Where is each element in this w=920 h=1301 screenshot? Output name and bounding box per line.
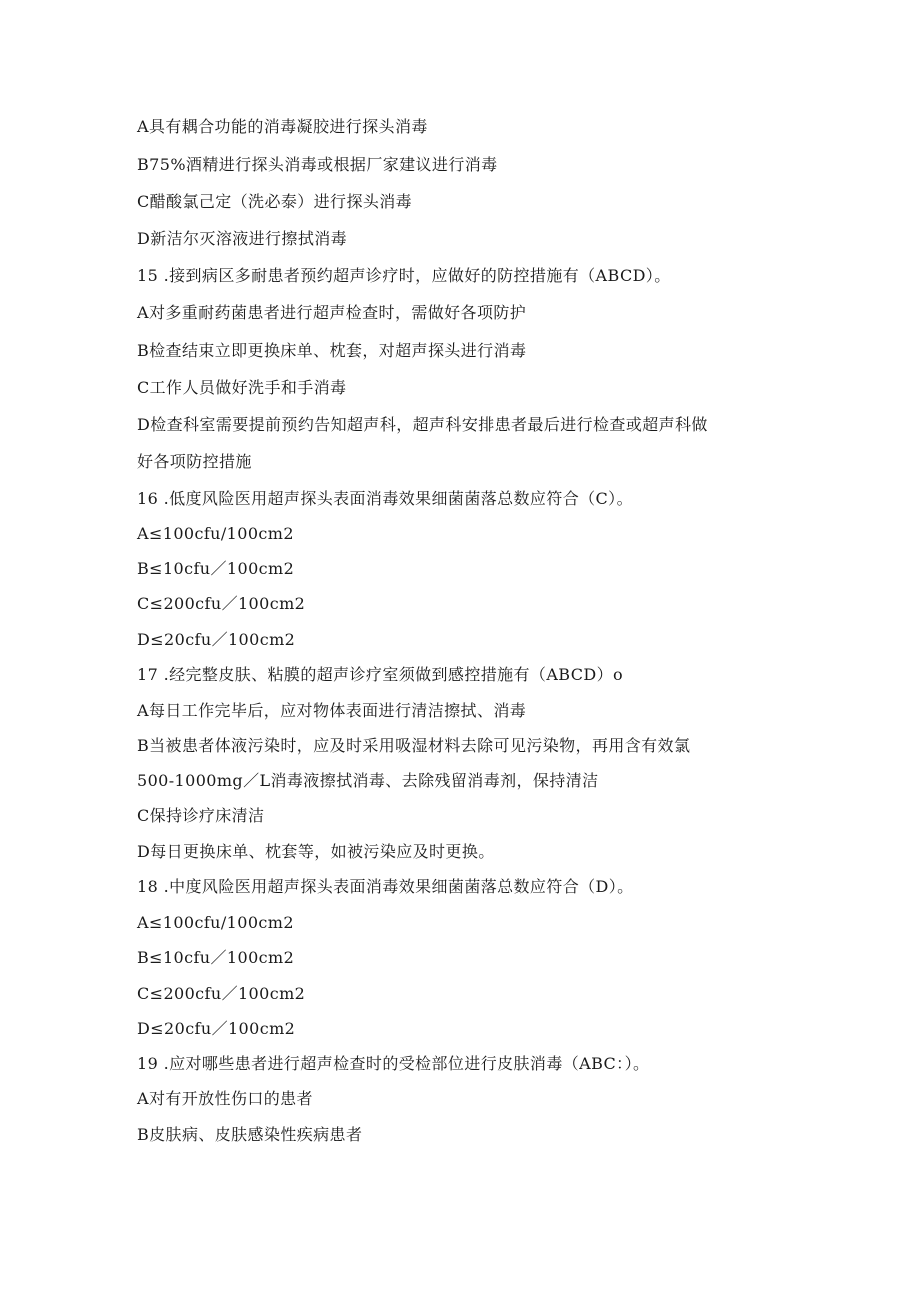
question-line: 18 .中度风险医用超声探头表面消毒效果细菌菌落总数应符合（D）。 [137, 877, 634, 896]
option-line: D新洁尔灭溶液进行擦拭消毒 [137, 229, 348, 248]
option-line: B75%酒精进行探头消毒或根据厂家建议进行消毒 [137, 155, 498, 174]
option-line: B皮肤病、皮肤感染性疾病患者 [137, 1125, 363, 1144]
option-line: D每日更换床单、枕套等，如被污染应及时更换。 [137, 842, 495, 861]
option-line: C保持诊疗床清洁 [137, 806, 265, 825]
option-line: A≤100cfu/100cm2 [137, 913, 294, 932]
option-line: C≤200cfu／100cm2 [137, 594, 306, 613]
option-line: B≤10cfu／100cm2 [137, 559, 295, 578]
option-line: D≤20cfu／100cm2 [137, 1019, 296, 1038]
option-line: C工作人员做好洗手和手消毒 [137, 378, 347, 397]
option-line: A对多重耐药菌患者进行超声检查时，需做好各项防护 [137, 303, 527, 322]
question-line: 15 .接到病区多耐患者预约超声诊疗时，应做好的防控措施有（ABCD）。 [137, 266, 671, 285]
question-line: 19 .应对哪些患者进行超声检查时的受检部位进行皮肤消毒（ABC：）。 [137, 1054, 650, 1073]
option-line: A具有耦合功能的消毒凝胶进行探头消毒 [137, 117, 428, 136]
continuation-line: 500-1000mg／L消毒液擦拭消毒、去除残留消毒剂，保持清洁 [137, 771, 599, 790]
question-line: 17 .经完整皮肤、粘膜的超声诊疗室须做到感控措施有（ABCD）o [137, 665, 624, 684]
option-line: D检查科室需要提前预约告知超声科，超声科安排患者最后进行检查或超声科做 [137, 415, 708, 434]
question-line: 16 .低度风险医用超声探头表面消毒效果细菌菌落总数应符合（C）。 [137, 489, 633, 508]
option-line: A每日工作完毕后，应对物体表面进行清洁擦拭、消毒 [137, 701, 527, 720]
option-line: A对有开放性伤口的患者 [137, 1089, 313, 1108]
option-line: C醋酸氯己定（洗必泰）进行探头消毒 [137, 192, 413, 211]
option-line: A≤100cfu/100cm2 [137, 524, 294, 543]
option-line: B当被患者体液污染时，应及时采用吸湿材料去除可见污染物，再用含有效氯 [137, 736, 691, 755]
option-line: B≤10cfu／100cm2 [137, 948, 295, 967]
option-line: B检查结束立即更换床单、枕套，对超声探头进行消毒 [137, 341, 527, 360]
option-line: D≤20cfu／100cm2 [137, 630, 296, 649]
continuation-line: 好各项防控措施 [137, 452, 252, 471]
option-line: C≤200cfu／100cm2 [137, 984, 306, 1003]
